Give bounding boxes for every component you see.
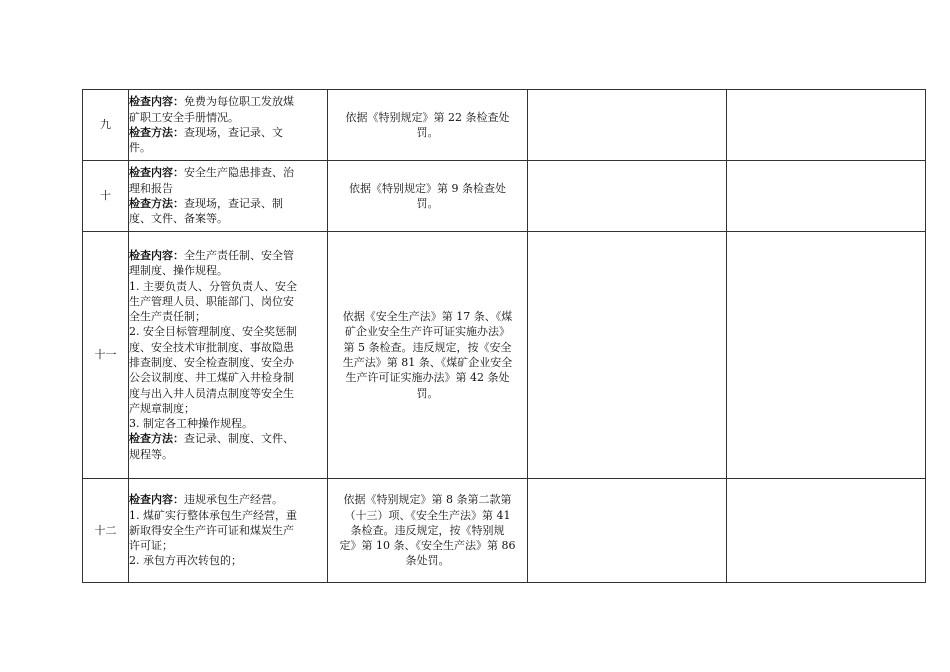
content-text: 新取得安全生产许可证和煤炭生产: [129, 523, 294, 537]
content-text: 理和报告: [129, 181, 173, 195]
basis-text: 依据《安全生产法》第 17 条、《煤: [342, 310, 513, 324]
content-text: 1. 主要负责人、分管负责人、安全: [129, 279, 297, 293]
content-text: 全生产责任制；: [129, 310, 206, 324]
inspection-content-cell: [129, 90, 328, 161]
basis-text: 罚。: [416, 197, 439, 210]
basis-text: 条检查。违反规定，按《特别规: [350, 523, 505, 537]
basis-text: 矿企业安全生产许可证实施办法》: [345, 325, 510, 339]
content-label: 检查内容：: [129, 166, 184, 180]
method-label: 检查方法：: [129, 197, 184, 210]
basis-text: 条处罚。: [405, 554, 450, 568]
legal-basis-cell: [328, 232, 528, 479]
method-text: 查现场，查记录、文: [184, 126, 283, 139]
empty-cell: [528, 479, 727, 583]
content-label: 检查内容：: [129, 95, 184, 109]
basis-text: 定》第 10 条、《安全生产法》第 86: [339, 539, 516, 553]
content-text: 生产管理人员、职能部门、岗位安: [129, 294, 294, 308]
basis-text: 罚。: [416, 126, 439, 139]
empty-cell: [528, 232, 727, 479]
method-text: 度、文件、备案等。: [129, 212, 228, 226]
basis-text: （十三）项、《安全生产法》第 41: [344, 508, 511, 522]
basis-text: 依据《特别规定》第 8 条第二款第: [343, 493, 512, 507]
table-row: [83, 161, 926, 232]
basis-text: 依据《特别规定》第 9 条检查处: [349, 181, 506, 195]
basis-text: 生产许可证实施办法》第 42 条处: [345, 371, 510, 385]
content-label: 检查内容：: [129, 493, 184, 507]
inspection-content-cell: [129, 479, 328, 583]
empty-cell: [727, 90, 926, 161]
table-row: [83, 232, 926, 479]
content-text: 理制度、操作规程。: [129, 264, 228, 278]
content-text: 度、安全技术审批制度、事故隐患: [129, 340, 294, 354]
row-number: 十一: [83, 232, 129, 479]
content-text: 免费为每位职工发放煤: [184, 95, 294, 109]
content-text: 排查制度、安全检查制度、安全办: [129, 356, 294, 369]
legal-basis-cell: [328, 479, 528, 583]
method-label: 检查方法：: [129, 126, 184, 139]
empty-cell: [528, 161, 727, 232]
inspection-table: [82, 89, 926, 583]
legal-basis-cell: [328, 161, 528, 232]
content-text: 2. 安全目标管理制度、安全奖惩制: [129, 325, 297, 339]
content-text: 安全生产隐患排查、治: [184, 166, 294, 180]
content-text: 产规章制度；: [129, 401, 195, 415]
basis-text: 生产法》第 81 条、《煤矿企业安全: [342, 356, 513, 369]
basis-text: 依据《特别规定》第 22 条检查处: [345, 110, 510, 124]
inspection-content-cell: [129, 232, 328, 479]
method-text: 件。: [129, 141, 151, 155]
content-text: 全生产责任制、安全管: [184, 248, 294, 262]
content-text: 矿职工安全手册情况。: [129, 110, 239, 124]
content-text: 许可证；: [129, 539, 173, 553]
empty-cell: [727, 161, 926, 232]
row-number: 九: [83, 90, 129, 161]
row-number: 十二: [83, 479, 129, 583]
basis-text: 罚。: [416, 386, 439, 400]
inspection-content-cell: [129, 161, 328, 232]
method-text: 查记录、制度、文件、: [184, 432, 294, 446]
content-text: 3. 制定各工种操作规程。: [129, 417, 253, 431]
legal-basis-cell: [328, 90, 528, 161]
method-text: 规程等。: [129, 447, 173, 461]
content-text: 1. 煤矿实行整体承包生产经营，重: [129, 508, 297, 522]
empty-cell: [727, 479, 926, 583]
table-row: [83, 90, 926, 161]
empty-cell: [727, 232, 926, 479]
basis-text: 第 5 条检查。违反规定，按《安全: [343, 340, 512, 354]
content-text: 违规承包生产经营。: [184, 493, 283, 507]
content-text: 2. 承包方再次转包的；: [129, 554, 242, 568]
table-row: [83, 479, 926, 583]
method-label: 检查方法：: [129, 432, 184, 446]
content-text: 公会议制度、井工煤矿入井检身制: [129, 371, 294, 385]
method-text: 查现场，查记录、制: [184, 197, 283, 210]
content-text: 度与出入井人员清点制度等安全生: [129, 386, 294, 400]
content-label: 检查内容：: [129, 248, 184, 262]
empty-cell: [528, 90, 727, 161]
row-number: 十: [83, 161, 129, 232]
